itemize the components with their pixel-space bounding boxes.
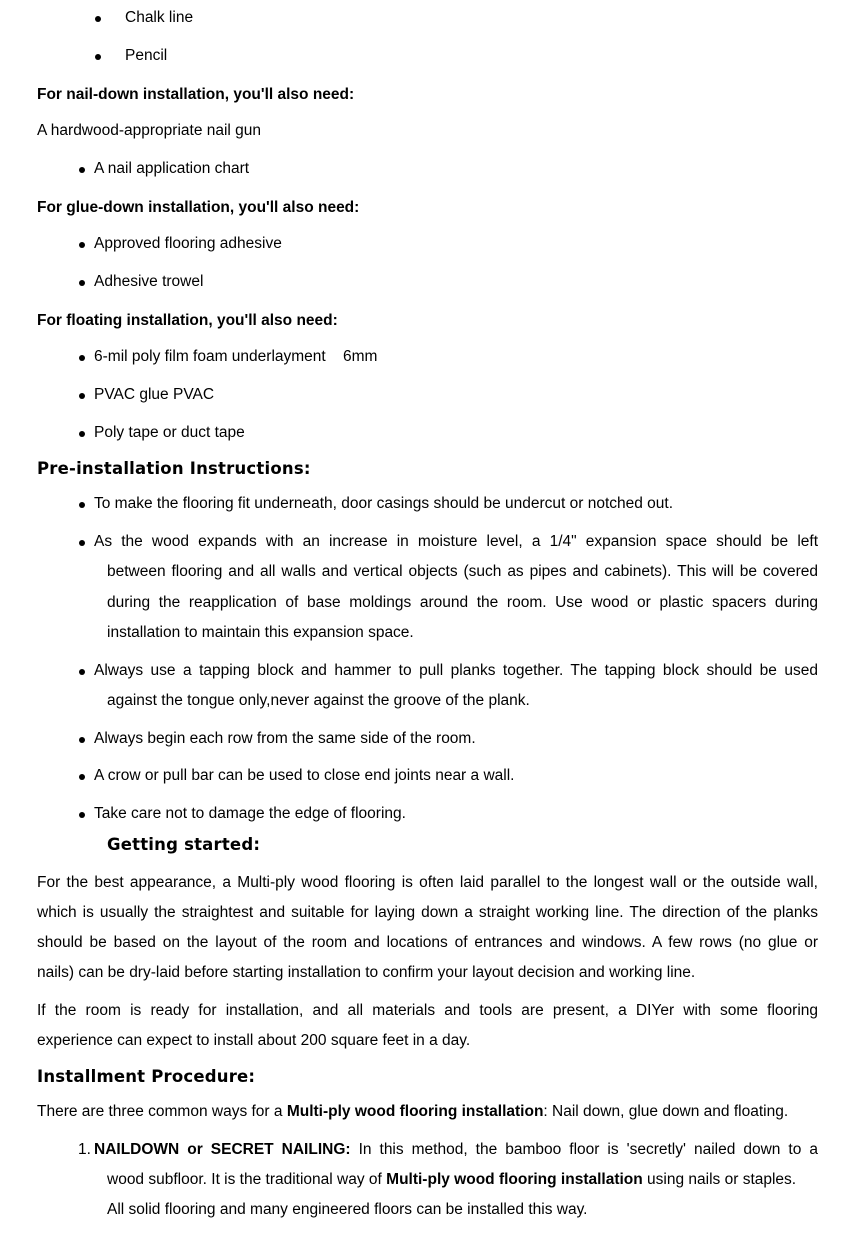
paragraph-line: nails) can be dry-laid before starting installation to confirm your layout decision and working line. [37, 964, 696, 981]
bullet-icon [79, 355, 85, 361]
list-item: Take care not to damage the edge of flooring. [94, 805, 406, 822]
item-label: NAILDOWN or SECRET NAILING: [94, 1141, 351, 1158]
section-heading: Getting started: [107, 835, 261, 854]
paragraph-line: should be based on the layout of the room and locations of entrances and windows. A few rows (no glue or [37, 934, 818, 951]
list-item: Adhesive trowel [94, 273, 204, 290]
paragraph: A hardwood-appropriate nail gun [37, 122, 262, 139]
section-heading: Installment Procedure: [37, 1067, 256, 1086]
bullet-icon [79, 280, 85, 286]
intro-text: There are three common ways for a [37, 1103, 287, 1120]
list-item-line: between flooring and all walls and vertical objects (such as pipes and cabinets). This will be covered [107, 563, 818, 580]
list-number: 1. [78, 1141, 91, 1158]
list-item: PVAC glue PVAC [94, 386, 215, 403]
list-item: Poly tape or duct tape [94, 424, 245, 441]
numbered-item-line [107, 1170, 796, 1190]
list-item-line: against the tongue only,never against the groove of the plank. [107, 692, 530, 709]
list-item: As the wood expands with an increase in moisture level, a 1/4" expansion space should be left [94, 533, 818, 550]
paragraph-line: For the best appearance, a Multi-ply wood flooring is often laid parallel to the longest wall or the outside wall, [37, 874, 818, 891]
list-item: 6-mil poly film foam underlayment 6mm [94, 348, 378, 365]
bullet-icon [95, 16, 101, 22]
list-item: Always use a tapping block and hammer to pull planks together. The tapping block should be used [94, 662, 818, 679]
section-heading: For floating installation, you'll also need: [37, 312, 338, 329]
numbered-item [94, 1140, 818, 1160]
list-item: A crow or pull bar can be used to close end joints near a wall. [94, 767, 515, 784]
item-text: In this method, the bamboo floor is 'secretly' nailed down to a [350, 1141, 818, 1158]
list-item: Always begin each row from the same side of the room. [94, 730, 476, 747]
paragraph-line: If the room is ready for installation, and all materials and tools are present, a DIYer with some flooring [37, 1002, 818, 1019]
list-item-line: during the reapplication of base moldings around the room. Use wood or plastic spacers during [107, 594, 818, 611]
paragraph [37, 1102, 788, 1122]
bullet-icon [79, 812, 85, 818]
item-bold-text: Multi-ply wood flooring installation [386, 1171, 643, 1188]
section-heading: For glue-down installation, you'll also need: [37, 199, 360, 216]
section-heading: For nail-down installation, you'll also need: [37, 86, 355, 103]
list-item: Pencil [125, 47, 168, 64]
paragraph-line: experience can expect to install about 200 square feet in a day. [37, 1032, 471, 1049]
paragraph-line: which is usually the straightest and suitable for laying down a straight working line. The direction of the planks [37, 904, 818, 921]
numbered-item-line: All solid flooring and many engineered floors can be installed this way. [107, 1201, 588, 1218]
list-item: A nail application chart [94, 160, 250, 177]
bullet-icon [79, 737, 85, 743]
list-item-line: installation to maintain this expansion space. [107, 624, 414, 641]
section-heading: Pre-installation Instructions: [37, 459, 311, 478]
item-text-end: using nails or staples. [642, 1171, 797, 1188]
bullet-icon [79, 502, 85, 508]
list-item: Chalk line [125, 9, 194, 26]
item-text: wood subfloor. It is the traditional way of [107, 1171, 387, 1188]
list-item: Approved flooring adhesive [94, 235, 282, 252]
bullet-icon [79, 393, 85, 399]
intro-text-end: : Nail down, glue down and floating. [543, 1103, 789, 1120]
bullet-icon [79, 540, 85, 546]
bullet-icon [79, 167, 85, 173]
bullet-icon [79, 669, 85, 675]
bullet-icon [95, 54, 101, 60]
bullet-icon [79, 774, 85, 780]
intro-bold-text: Multi-ply wood flooring installation [286, 1103, 544, 1120]
bullet-icon [79, 431, 85, 437]
list-item: To make the flooring fit underneath, door casings should be undercut or notched out. [94, 495, 674, 512]
bullet-icon [79, 242, 85, 248]
